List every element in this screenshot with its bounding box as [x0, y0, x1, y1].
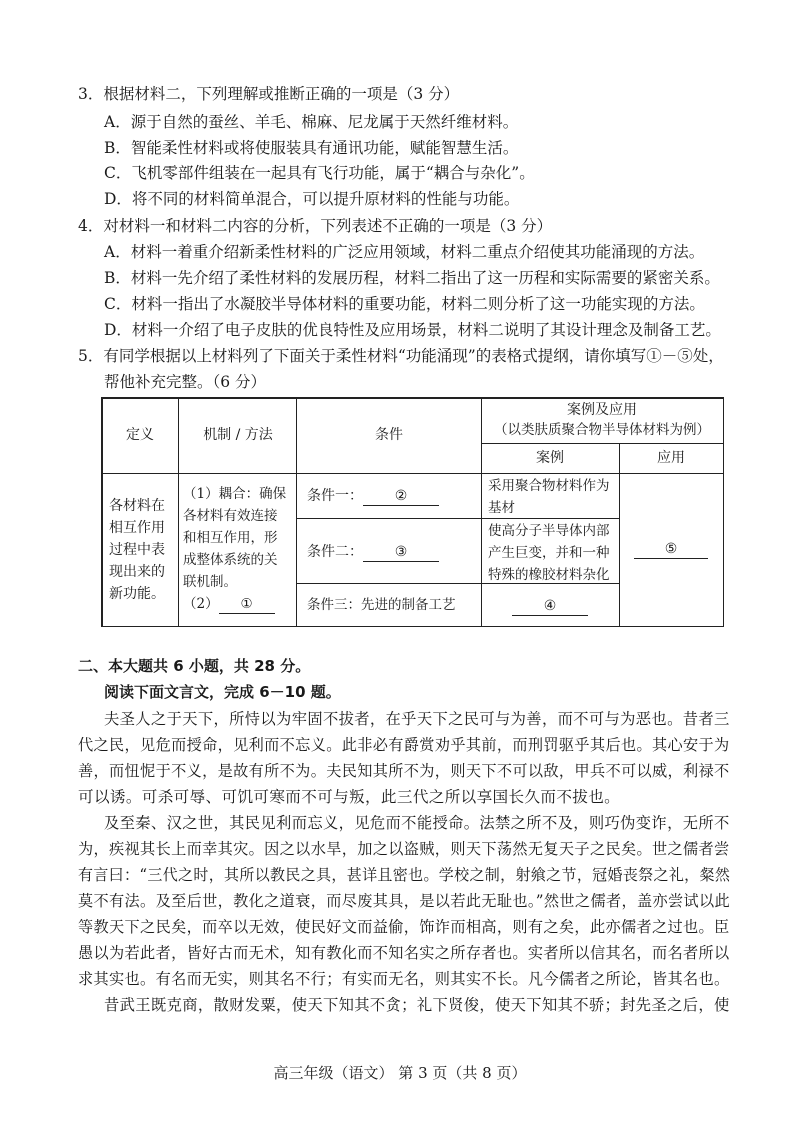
header-cases-title: 案例及应用 — [567, 402, 637, 418]
blank-4[interactable]: ④ — [512, 597, 588, 616]
passage-line: 夫圣人之于天下，所恃以为牢固不拔者，在乎天下之民可与为善，而不可与为恶也。昔者三 — [104, 710, 730, 728]
page-footer: 高三年级（语文） 第 3 页（共 8 页） — [273, 1064, 527, 1082]
q3-option-a: A．源于自然的蚕丝、羊毛、棉麻、尼龙属于天然纤维材料。 — [104, 113, 519, 131]
q3-option-c: C．飞机零部件组装在一起具有飞行功能，属于“耦合与杂化”。 — [104, 164, 535, 182]
mechanism-item-2: （2） ① — [183, 593, 295, 615]
mechanism-line: 各材料有效连接 — [183, 508, 278, 524]
case-2 — [488, 520, 618, 586]
definition-line: 现出来的 — [109, 564, 165, 580]
mechanism-line: 联机制。 — [183, 574, 237, 590]
mechanism-line: 成整体系统的关 — [183, 552, 278, 568]
q5-stem-line2: 帮他补充完整。（6 分） — [104, 373, 267, 391]
q5-stem-line1: 5．有同学根据以上材料列了下面关于柔性材料“功能涌现”的表格式提纲，请你填写①－⑤处， — [78, 347, 724, 365]
section-2-instruction: 阅读下面文言文，完成 6－10 题。 — [104, 683, 341, 701]
header-condition: 条件 — [375, 427, 403, 443]
case-2-line: 使高分子半导体内部 — [488, 523, 610, 539]
passage-line: 莫不有法。及至后世，教化之道衰，而尽废其具，是以若此无耻也。”然世之儒者，盖亦尝试以此 — [78, 892, 731, 910]
case-1 — [488, 475, 618, 519]
passage-line: 愚以为若此者，皆好古而无术，知有教化而不知名实之所存者也。实者所以信其名，而名者所以 — [78, 944, 730, 962]
passage-line: 及至秦、汉之世，其民见利而忘义，见危而不能授命。法禁之所不及，则巧伪变诈，无所不 — [104, 814, 730, 832]
case-1-line: 基材 — [488, 500, 515, 516]
q3-option-b: B．智能柔性材料或将使服装具有通讯功能，赋能智慧生活。 — [104, 139, 519, 157]
passage-line: 善，而忸怩于不义，是故有所不为。夫民知其所不为，则天下不可以敌，甲兵不可以威，利禄不 — [78, 762, 730, 780]
condition-2: 条件二： ③ — [307, 541, 439, 563]
passage-line: 可以诱。可杀可辱、可饥可寒而不可与叛，此三代之所以享国长久而不拔也。 — [78, 788, 621, 806]
definition-text — [109, 495, 177, 605]
condition-3: 条件三：先进的制备工艺 — [307, 597, 456, 613]
definition-line: 相互作用 — [109, 520, 165, 536]
q4-option-c: C．材料一指出了水凝胶半导体材料的重要功能，材料二则分析了这一功能实现的方法。 — [104, 295, 705, 313]
mechanism-line: （1）耦合：确保 — [183, 486, 287, 502]
case-2-line: 产生巨变，并和一种 — [488, 545, 610, 561]
header-cases-subtitle: （以类肤质聚合物半导体材料为例） — [494, 422, 710, 438]
q4-stem: 4．对材料一和材料二内容的分析，下列表述不正确的一项是（3 分） — [78, 217, 553, 235]
passage-line: 为，疾视其长上而幸其灾。因之以水旱，加之以盗贼，则天下荡然无复天子之民矣。世之儒者尝 — [78, 840, 730, 858]
blank-2[interactable]: ② — [363, 487, 439, 506]
definition-line: 新功能。 — [109, 586, 165, 602]
q4-option-d: D．材料一介绍了电子皮肤的优良特性及应用场景，材料二说明了其设计理念及制备工艺。 — [104, 321, 721, 339]
passage-line: 有言曰：“三代之时，其所以教民之具，甚详且密也。学校之制，射飨之节，冠婚丧祭之礼，粲然 — [78, 866, 731, 884]
blank-1[interactable]: ① — [219, 595, 275, 614]
section-2-title: 二、本大题共 6 小题，共 28 分。 — [78, 657, 311, 675]
passage-line: 代之民，见危而授命，见利而不忘义。此非必有爵赏劝乎其前，而刑罚驱乎其后也。其心安于为 — [78, 736, 730, 754]
case-2-line: 特殊的橡胶材料杂化 — [488, 567, 610, 583]
q3-stem: 3．根据材料二，下列理解或推断正确的一项是（3 分） — [78, 85, 460, 103]
application-cell — [619, 538, 723, 560]
q4-option-b: B．材料一先介绍了柔性材料的发展历程，材料二指出了这一历程和实际需要的紧密关系。 — [104, 269, 720, 287]
condition-1: 条件一： ② — [307, 485, 439, 507]
passage-line: 昔武王既克商，散财发粟，使天下知其不贪；礼下贤俊，使天下知其不骄；封先圣之后，使 — [104, 996, 730, 1014]
case-1-line: 采用聚合物材料作为 — [488, 478, 610, 494]
case-3 — [481, 595, 619, 617]
mechanism-line: 和相互作用，形 — [183, 530, 278, 546]
blank-5[interactable]: ⑤ — [634, 540, 708, 559]
header-case: 案例 — [536, 450, 564, 466]
passage-line: 求其实也。有名而无实，则其名不行；有实而无名，则其实不长。凡今儒者之所论，皆其名也。 — [78, 970, 730, 988]
header-definition: 定义 — [126, 427, 154, 443]
blank-3[interactable]: ③ — [363, 543, 439, 562]
q3-option-d: D．将不同的材料简单混合，可以提升原材料的性能与功能。 — [104, 190, 520, 208]
q4-option-a: A．材料一着重介绍新柔性材料的广泛应用领域，材料二重点介绍使其功能涌现的方法。 — [104, 243, 705, 261]
definition-line: 各材料在 — [109, 498, 165, 514]
definition-line: 过程中表 — [109, 542, 165, 558]
header-application: 应用 — [657, 450, 685, 466]
header-mechanism: 机制 / 方法 — [203, 427, 273, 443]
mechanism-text — [183, 483, 295, 615]
passage-line: 等教天下之民矣，而卒以无效，使民好文而益偷，饰诈而相高，则有之矣，此亦儒者之过也。臣 — [78, 918, 730, 936]
outline-table — [101, 397, 724, 627]
